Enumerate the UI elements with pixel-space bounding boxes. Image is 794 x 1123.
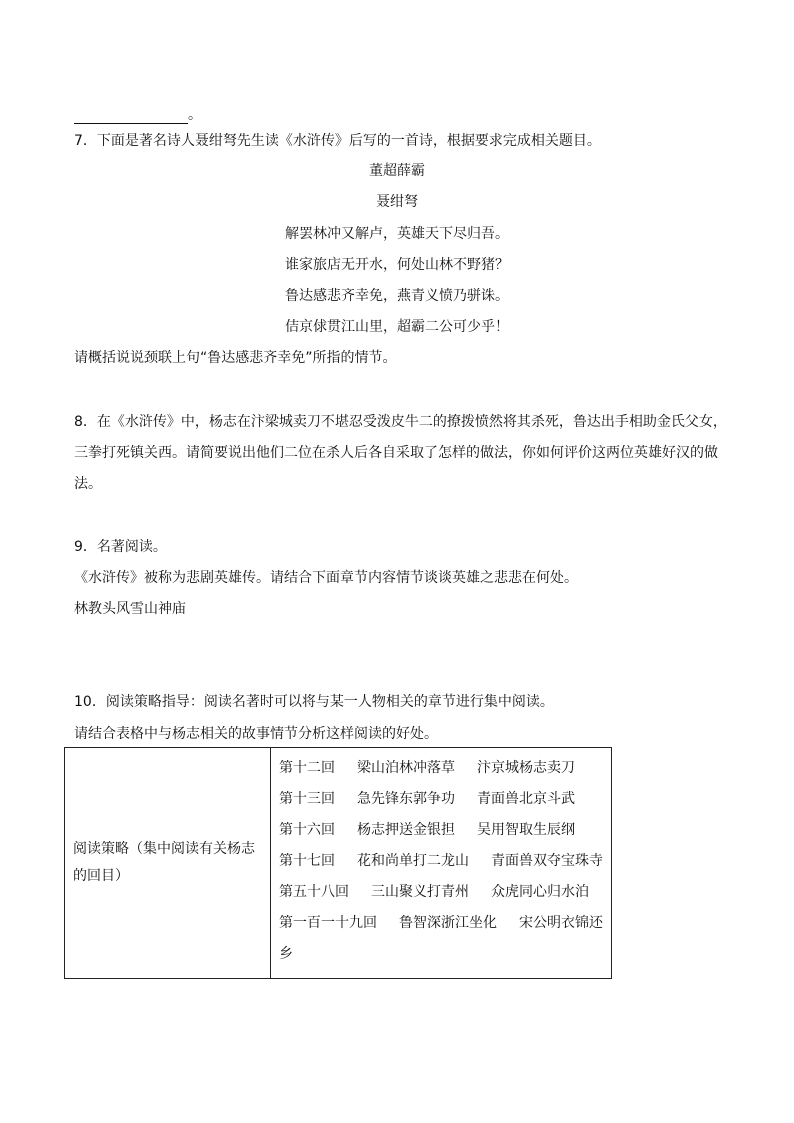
- chapter-row: [279, 877, 603, 908]
- chapter-number: 第十六回: [279, 821, 335, 838]
- reading-strategy-table: [64, 747, 612, 979]
- chapter-title: 杨志押送金银担: [357, 821, 455, 838]
- chapter-title: 宋公明衣锦还乡: [279, 914, 603, 962]
- q10-heading: 10．阅读策略指导：阅读名著时可以将与某一人物相关的章节进行集中阅读。: [74, 694, 554, 710]
- table-row: [65, 748, 612, 979]
- chapter-title: 青面兽北京斗武: [477, 790, 575, 807]
- poem-line: 谁家旅店无开水，何处山林不野猪？: [285, 257, 509, 273]
- chapter-number: 第五十八回: [279, 883, 349, 900]
- poem-author: 聂绀弩: [376, 194, 418, 210]
- blank-underline: [74, 109, 188, 124]
- chapter-number: 第一百一十九回: [279, 914, 377, 931]
- q10-text: 请结合表格中与杨志相关的故事情节分析这样阅读的好处。: [74, 726, 438, 742]
- q8-text: 8．在《水浒传》中，杨志在汴梁城卖刀不堪忍受泼皮牛二的撩拨愤然将其杀死，鲁达出手相助金氏父女，三拳打死镇关西。请简要说出他们二位在杀人后各自采取了怎样的做法，你如何评价这两位英雄好汉的做法。: [74, 414, 727, 492]
- chapter-title: 众虎同心归水泊: [491, 883, 589, 900]
- poem-line: 佶京俅贯江山里，超霸二公可少乎！: [285, 319, 509, 335]
- q7-question: 请概括说说颈联上句“鲁达感悲齐幸免”所指的情节。: [74, 350, 397, 366]
- chapter-list-cell: [271, 748, 612, 979]
- chapter-number: 第十三回: [279, 790, 335, 807]
- q7-intro: 7．下面是著名诗人聂绀弩先生读《水浒传》后写的一首诗，根据要求完成相关题目。: [74, 133, 601, 149]
- chapter-title: 鲁智深浙江坐化: [399, 914, 497, 931]
- q9-heading: 9．名著阅读。: [74, 539, 167, 555]
- q9-text: 《水浒传》被称为悲剧英雄传。请结合下面章节内容情节谈谈英雄之悲悲在何处。: [74, 570, 578, 586]
- chapter-number: 第十七回: [279, 852, 335, 869]
- chapter-title: 吴用智取生辰纲: [477, 821, 575, 838]
- chapter-title: 梁山泊林冲落草: [357, 759, 455, 776]
- chapter-title: 汴京城杨志卖刀: [477, 759, 575, 776]
- table-label-cell: 阅读策略（集中阅读有关杨志的回目）: [65, 748, 271, 979]
- blank-suffix: 。: [188, 107, 202, 123]
- chapter-row: [279, 784, 603, 815]
- chapter-row: [279, 753, 603, 784]
- poem-line: 鲁达感悲齐幸免，燕青义愤乃骈诛。: [285, 288, 509, 304]
- answer-blank-line: [74, 104, 202, 124]
- poem-line: 解罢林冲又解卢，英雄天下尽归吾。: [285, 226, 509, 242]
- chapter-row: [279, 846, 603, 877]
- chapter-title: 青面兽双夺宝珠寺: [491, 852, 603, 869]
- q9-chapter: 林教头风雪山神庙: [74, 601, 186, 617]
- chapter-row: [279, 908, 603, 970]
- chapter-number: 第十二回: [279, 759, 335, 776]
- chapter-title: 三山聚义打青州: [371, 883, 469, 900]
- poem-title: 董超薛霸: [369, 163, 425, 179]
- chapter-title: 急先锋东郭争功: [357, 790, 455, 807]
- chapter-title: 花和尚单打二龙山: [357, 852, 469, 869]
- chapter-row: [279, 815, 603, 846]
